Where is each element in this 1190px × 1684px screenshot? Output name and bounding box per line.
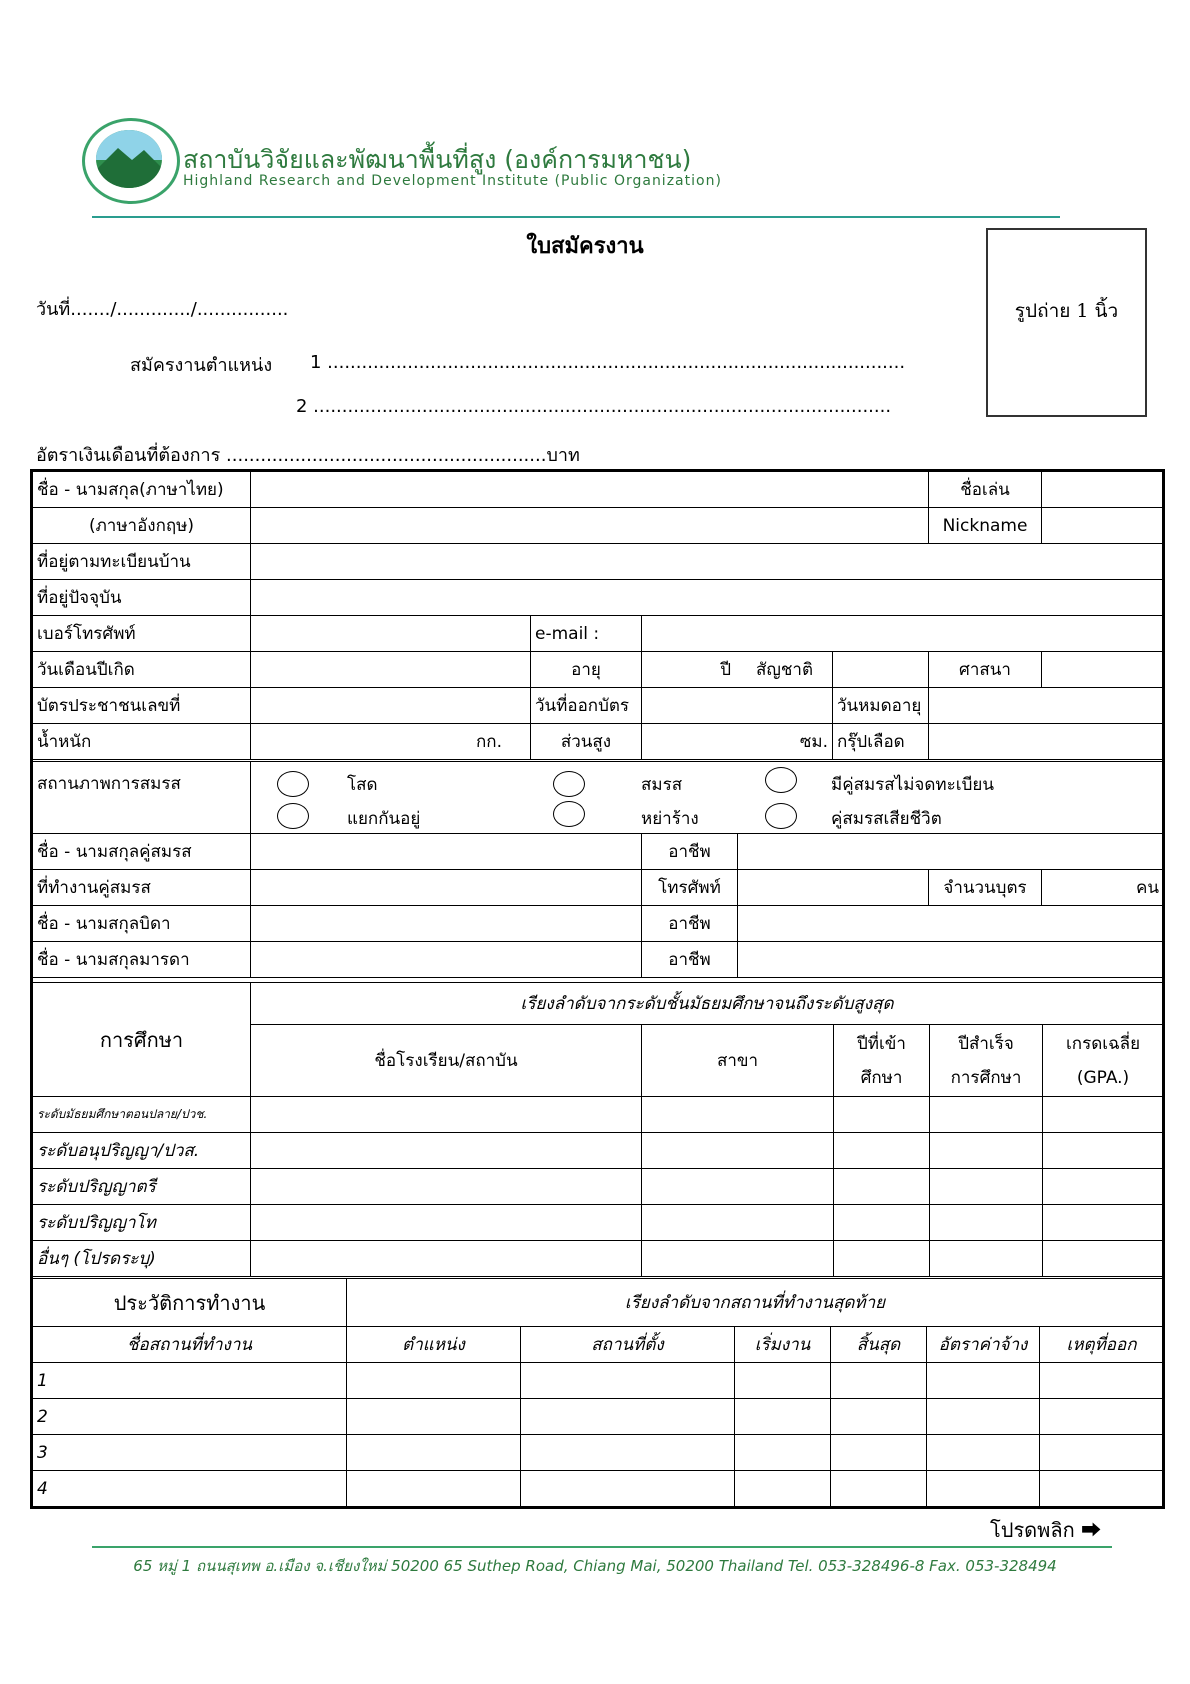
please-turn bbox=[990, 1514, 1101, 1546]
divorced-label: หย่าร้าง bbox=[641, 808, 699, 829]
logo-mountain-icon bbox=[96, 130, 162, 188]
work-cell[interactable] bbox=[831, 1363, 927, 1399]
edu-grad-header-2: การศึกษา bbox=[950, 1067, 1022, 1088]
arrow-right-circle-icon: ⮕ bbox=[1081, 1518, 1102, 1542]
mother-occupation-label: อาชีพ bbox=[642, 942, 738, 978]
edu-cell[interactable] bbox=[251, 1205, 642, 1241]
work-cell[interactable] bbox=[735, 1435, 831, 1471]
separated-radio[interactable] bbox=[277, 803, 309, 829]
work-cell[interactable] bbox=[735, 1363, 831, 1399]
edu-cell[interactable] bbox=[930, 1133, 1043, 1169]
edu-cell[interactable] bbox=[834, 1133, 930, 1169]
father-occupation-label: อาชีพ bbox=[642, 906, 738, 942]
work-cell[interactable] bbox=[831, 1471, 927, 1507]
work-cell[interactable] bbox=[1040, 1399, 1164, 1435]
edu-cell[interactable] bbox=[1043, 1097, 1164, 1133]
email-field[interactable] bbox=[642, 616, 1164, 652]
work-cell[interactable] bbox=[347, 1435, 521, 1471]
spouse-work-field[interactable] bbox=[251, 870, 642, 906]
work-cell[interactable] bbox=[927, 1399, 1040, 1435]
edu-cell[interactable] bbox=[930, 1241, 1043, 1277]
edu-level-label: ระดับปริญญาตรี bbox=[33, 1169, 251, 1205]
edu-level-label: อื่นๆ (โปรดระบุ) bbox=[33, 1241, 251, 1277]
year-label: ปี bbox=[720, 660, 731, 680]
edu-cell[interactable] bbox=[1043, 1241, 1164, 1277]
edu-gpa-header-1: เกรดเฉลี่ย bbox=[1066, 1033, 1141, 1054]
father-occupation-field[interactable] bbox=[738, 906, 1164, 942]
reg-address-field[interactable] bbox=[251, 544, 1164, 580]
marital-label: สถานภาพการสมรส bbox=[33, 762, 251, 834]
blood-field[interactable] bbox=[929, 724, 1164, 760]
cur-address-field[interactable] bbox=[251, 580, 1164, 616]
spouse-name-label: ชื่อ - นามสกุลคู่สมรส bbox=[33, 834, 251, 870]
father-field[interactable] bbox=[251, 906, 642, 942]
name-th-field[interactable] bbox=[251, 472, 929, 508]
edu-cell[interactable] bbox=[1043, 1169, 1164, 1205]
issue-date-field[interactable] bbox=[642, 688, 833, 724]
edu-cell[interactable] bbox=[251, 1133, 642, 1169]
mother-occupation-field[interactable] bbox=[738, 942, 1164, 978]
page-title: ใบสมัครงาน bbox=[526, 234, 644, 259]
work-cell[interactable] bbox=[927, 1435, 1040, 1471]
single-radio[interactable] bbox=[277, 771, 309, 797]
work-row-number[interactable]: 4 bbox=[33, 1471, 347, 1507]
edu-grad-header-1: ปีสำเร็จ bbox=[958, 1033, 1014, 1054]
divorced-radio[interactable] bbox=[553, 801, 585, 827]
work-col-header: สิ้นสุด bbox=[831, 1327, 927, 1363]
edu-cell[interactable] bbox=[834, 1097, 930, 1133]
work-row-number[interactable]: 3 bbox=[33, 1435, 347, 1471]
work-row-number[interactable]: 1 bbox=[33, 1363, 347, 1399]
nickname-field[interactable] bbox=[1042, 472, 1164, 508]
marital-table bbox=[32, 761, 1164, 834]
spouse-work-label: ที่ทำงานคู่สมรส bbox=[33, 870, 251, 906]
nickname-label: ชื่อเล่น bbox=[929, 472, 1042, 508]
blood-label: กรุ๊ปเลือด bbox=[833, 724, 929, 760]
edu-cell[interactable] bbox=[642, 1205, 834, 1241]
org-name-english: Highland Research and Development Institute (Public Organization) bbox=[183, 173, 722, 189]
work-cell[interactable] bbox=[927, 1471, 1040, 1507]
edu-cell[interactable] bbox=[642, 1133, 834, 1169]
position-label: สมัครงานตำแหน่ง bbox=[130, 355, 273, 376]
birth-field[interactable] bbox=[251, 652, 531, 688]
work-cell[interactable] bbox=[1040, 1435, 1164, 1471]
edu-gpa-header-2: (GPA.) bbox=[1076, 1067, 1130, 1088]
work-col-header: เหตุที่ออก bbox=[1040, 1327, 1164, 1363]
name-en-field[interactable] bbox=[251, 508, 929, 544]
edu-level-label: ระดับอนุปริญญา/ปวส. bbox=[33, 1133, 251, 1169]
nickname-en-label: Nickname bbox=[929, 508, 1042, 544]
married-label: สมรส bbox=[641, 774, 683, 795]
id-card-label: บัตรประชาชนเลขที่ bbox=[33, 688, 251, 724]
work-col-header: เริ่มงาน bbox=[735, 1327, 831, 1363]
work-cell[interactable] bbox=[347, 1399, 521, 1435]
nationality-label: สัญชาติ bbox=[756, 660, 813, 680]
work-cell[interactable] bbox=[521, 1363, 735, 1399]
unregistered-radio[interactable] bbox=[765, 767, 797, 793]
spouse-occupation-label: อาชีพ bbox=[642, 834, 738, 870]
edu-cell[interactable] bbox=[834, 1241, 930, 1277]
widowed-label: คู่สมรสเสียชีวิต bbox=[831, 808, 942, 829]
mother-label: ชื่อ - นามสกุลมารดา bbox=[33, 942, 251, 978]
work-table bbox=[32, 1278, 1164, 1507]
edu-major-header: สาขา bbox=[642, 1025, 834, 1097]
cm-label[interactable]: ซม. bbox=[642, 724, 833, 760]
married-radio[interactable] bbox=[553, 771, 585, 797]
edu-school-header: ชื่อโรงเรียน/สถาบัน bbox=[251, 1025, 642, 1097]
edu-cell[interactable] bbox=[642, 1241, 834, 1277]
edu-level-label: ระดับปริญญาโท bbox=[33, 1205, 251, 1241]
spouse-occupation-field[interactable] bbox=[738, 834, 1164, 870]
edu-cell[interactable] bbox=[251, 1097, 642, 1133]
father-label: ชื่อ - นามสกุลบิดา bbox=[33, 906, 251, 942]
reg-address-label: ที่อยู่ตามทะเบียนบ้าน bbox=[33, 544, 251, 580]
kg-label[interactable]: กก. bbox=[251, 724, 531, 760]
education-table bbox=[32, 982, 1164, 1277]
edu-cell[interactable] bbox=[930, 1097, 1043, 1133]
work-cell[interactable] bbox=[831, 1435, 927, 1471]
edu-cell[interactable] bbox=[834, 1169, 930, 1205]
footer-divider bbox=[92, 1546, 1112, 1548]
unregistered-label: มีคู่สมรสไม่จดทะเบียน bbox=[831, 774, 994, 795]
edu-cell[interactable] bbox=[1043, 1133, 1164, 1169]
name-en-label: (ภาษาอังกฤษ) bbox=[33, 508, 251, 544]
edu-cell[interactable] bbox=[251, 1169, 642, 1205]
work-cell[interactable] bbox=[735, 1471, 831, 1507]
expiry-label: วันหมดอายุ bbox=[833, 688, 929, 724]
work-col-header: ชื่อสถานที่ทำงาน bbox=[33, 1327, 347, 1363]
work-cell[interactable] bbox=[927, 1363, 1040, 1399]
edu-cell[interactable] bbox=[642, 1097, 834, 1133]
mother-field[interactable] bbox=[251, 942, 642, 978]
religion-field[interactable] bbox=[1042, 652, 1164, 688]
education-note: เรียงลำดับจากระดับชั้นมัธยมศึกษาจนถึงระดับสูงสุด bbox=[251, 983, 1164, 1025]
work-cell[interactable] bbox=[347, 1471, 521, 1507]
single-label: โสด bbox=[347, 774, 378, 795]
header-divider bbox=[92, 216, 1060, 218]
work-note: เรียงลำดับจากสถานที่ทำงานสุดท้าย bbox=[347, 1279, 1164, 1327]
height-label: ส่วนสูง bbox=[531, 724, 642, 760]
logo bbox=[96, 130, 162, 188]
work-cell[interactable] bbox=[1040, 1471, 1164, 1507]
nationality-field[interactable] bbox=[833, 652, 929, 688]
edu-cell[interactable] bbox=[930, 1205, 1043, 1241]
work-col-header: อัตราค่าจ้าง bbox=[927, 1327, 1040, 1363]
children-field[interactable]: คน bbox=[1042, 870, 1164, 906]
footer-address: 65 หมู่ 1 ถนนสุเทพ อ.เมือง จ.เชียงใหม่ 50200 65 Suthep Road, Chiang Mai, 50200 Thailand Tel. 053-328496-8 Fax. 053-328494 bbox=[133, 1557, 1057, 1575]
edu-level-label: ระดับมัธยมศึกษาตอนปลาย/ปวช. bbox=[33, 1097, 251, 1133]
work-cell[interactable] bbox=[735, 1399, 831, 1435]
spouse-name-field[interactable] bbox=[251, 834, 642, 870]
work-col-header: สถานที่ตั้ง bbox=[521, 1327, 735, 1363]
work-row-number[interactable]: 2 bbox=[33, 1399, 347, 1435]
separated-label: แยกกันอยู่ bbox=[347, 808, 421, 829]
work-label: ประวัติการทำงาน bbox=[33, 1279, 347, 1327]
work-cell[interactable] bbox=[521, 1471, 735, 1507]
age-label: อายุ bbox=[531, 652, 642, 688]
cur-address-label: ที่อยู่ปัจจุบัน bbox=[33, 580, 251, 616]
work-cell[interactable] bbox=[1040, 1363, 1164, 1399]
work-cell[interactable] bbox=[521, 1399, 735, 1435]
photo-label: รูปถ่าย 1 นิ้ว bbox=[1014, 300, 1119, 322]
edu-cell[interactable] bbox=[642, 1169, 834, 1205]
position-line-2[interactable]: 2 ..................................................................................................... bbox=[296, 396, 892, 417]
work-cell[interactable] bbox=[347, 1363, 521, 1399]
email-label: e-mail : bbox=[531, 616, 642, 652]
please-turn-label: โปรดพลิก bbox=[990, 1518, 1075, 1542]
name-th-label: ชื่อ - นามสกุล(ภาษาไทย) bbox=[33, 472, 251, 508]
birth-label: วันเดือนปีเกิด bbox=[33, 652, 251, 688]
spouse-phone-label: โทรศัพท์ bbox=[642, 870, 738, 906]
edu-cell[interactable] bbox=[834, 1205, 930, 1241]
expiry-field[interactable] bbox=[929, 688, 1164, 724]
issue-date-label: วันที่ออกบัตร bbox=[531, 688, 642, 724]
position-line-1[interactable]: 1 ..................................................................................................... bbox=[310, 352, 906, 373]
weight-label: น้ำหนัก bbox=[33, 724, 251, 760]
widowed-radio[interactable] bbox=[765, 803, 797, 829]
work-cell[interactable] bbox=[831, 1399, 927, 1435]
edu-cell[interactable] bbox=[930, 1169, 1043, 1205]
spouse-phone-field[interactable] bbox=[738, 870, 929, 906]
phone-label: เบอร์โทรศัพท์ bbox=[33, 616, 251, 652]
org-name-thai: สถาบันวิจัยและพัฒนาพื้นที่สูง (องค์การมหาชน) bbox=[183, 145, 692, 174]
edu-cell[interactable] bbox=[251, 1241, 642, 1277]
salary-line[interactable]: อัตราเงินเดือนที่ต้องการ ........................................................บาท bbox=[36, 445, 580, 466]
work-cell[interactable] bbox=[521, 1435, 735, 1471]
edu-start-header-2: ศึกษา bbox=[860, 1067, 903, 1088]
id-card-field[interactable] bbox=[251, 688, 531, 724]
edu-cell[interactable] bbox=[1043, 1205, 1164, 1241]
education-label: การศึกษา bbox=[33, 983, 251, 1097]
personal-table bbox=[32, 471, 1164, 760]
work-col-header: ตำแหน่ง bbox=[347, 1327, 521, 1363]
children-label: จำนวนบุตร bbox=[929, 870, 1042, 906]
nickname-en-field[interactable] bbox=[1042, 508, 1164, 544]
edu-start-header-1: ปีที่เข้า bbox=[857, 1033, 906, 1054]
phone-field[interactable] bbox=[251, 616, 531, 652]
religion-label: ศาสนา bbox=[929, 652, 1042, 688]
family-table bbox=[32, 833, 1164, 978]
date-line[interactable]: วันที่......./............./................ bbox=[36, 299, 289, 320]
